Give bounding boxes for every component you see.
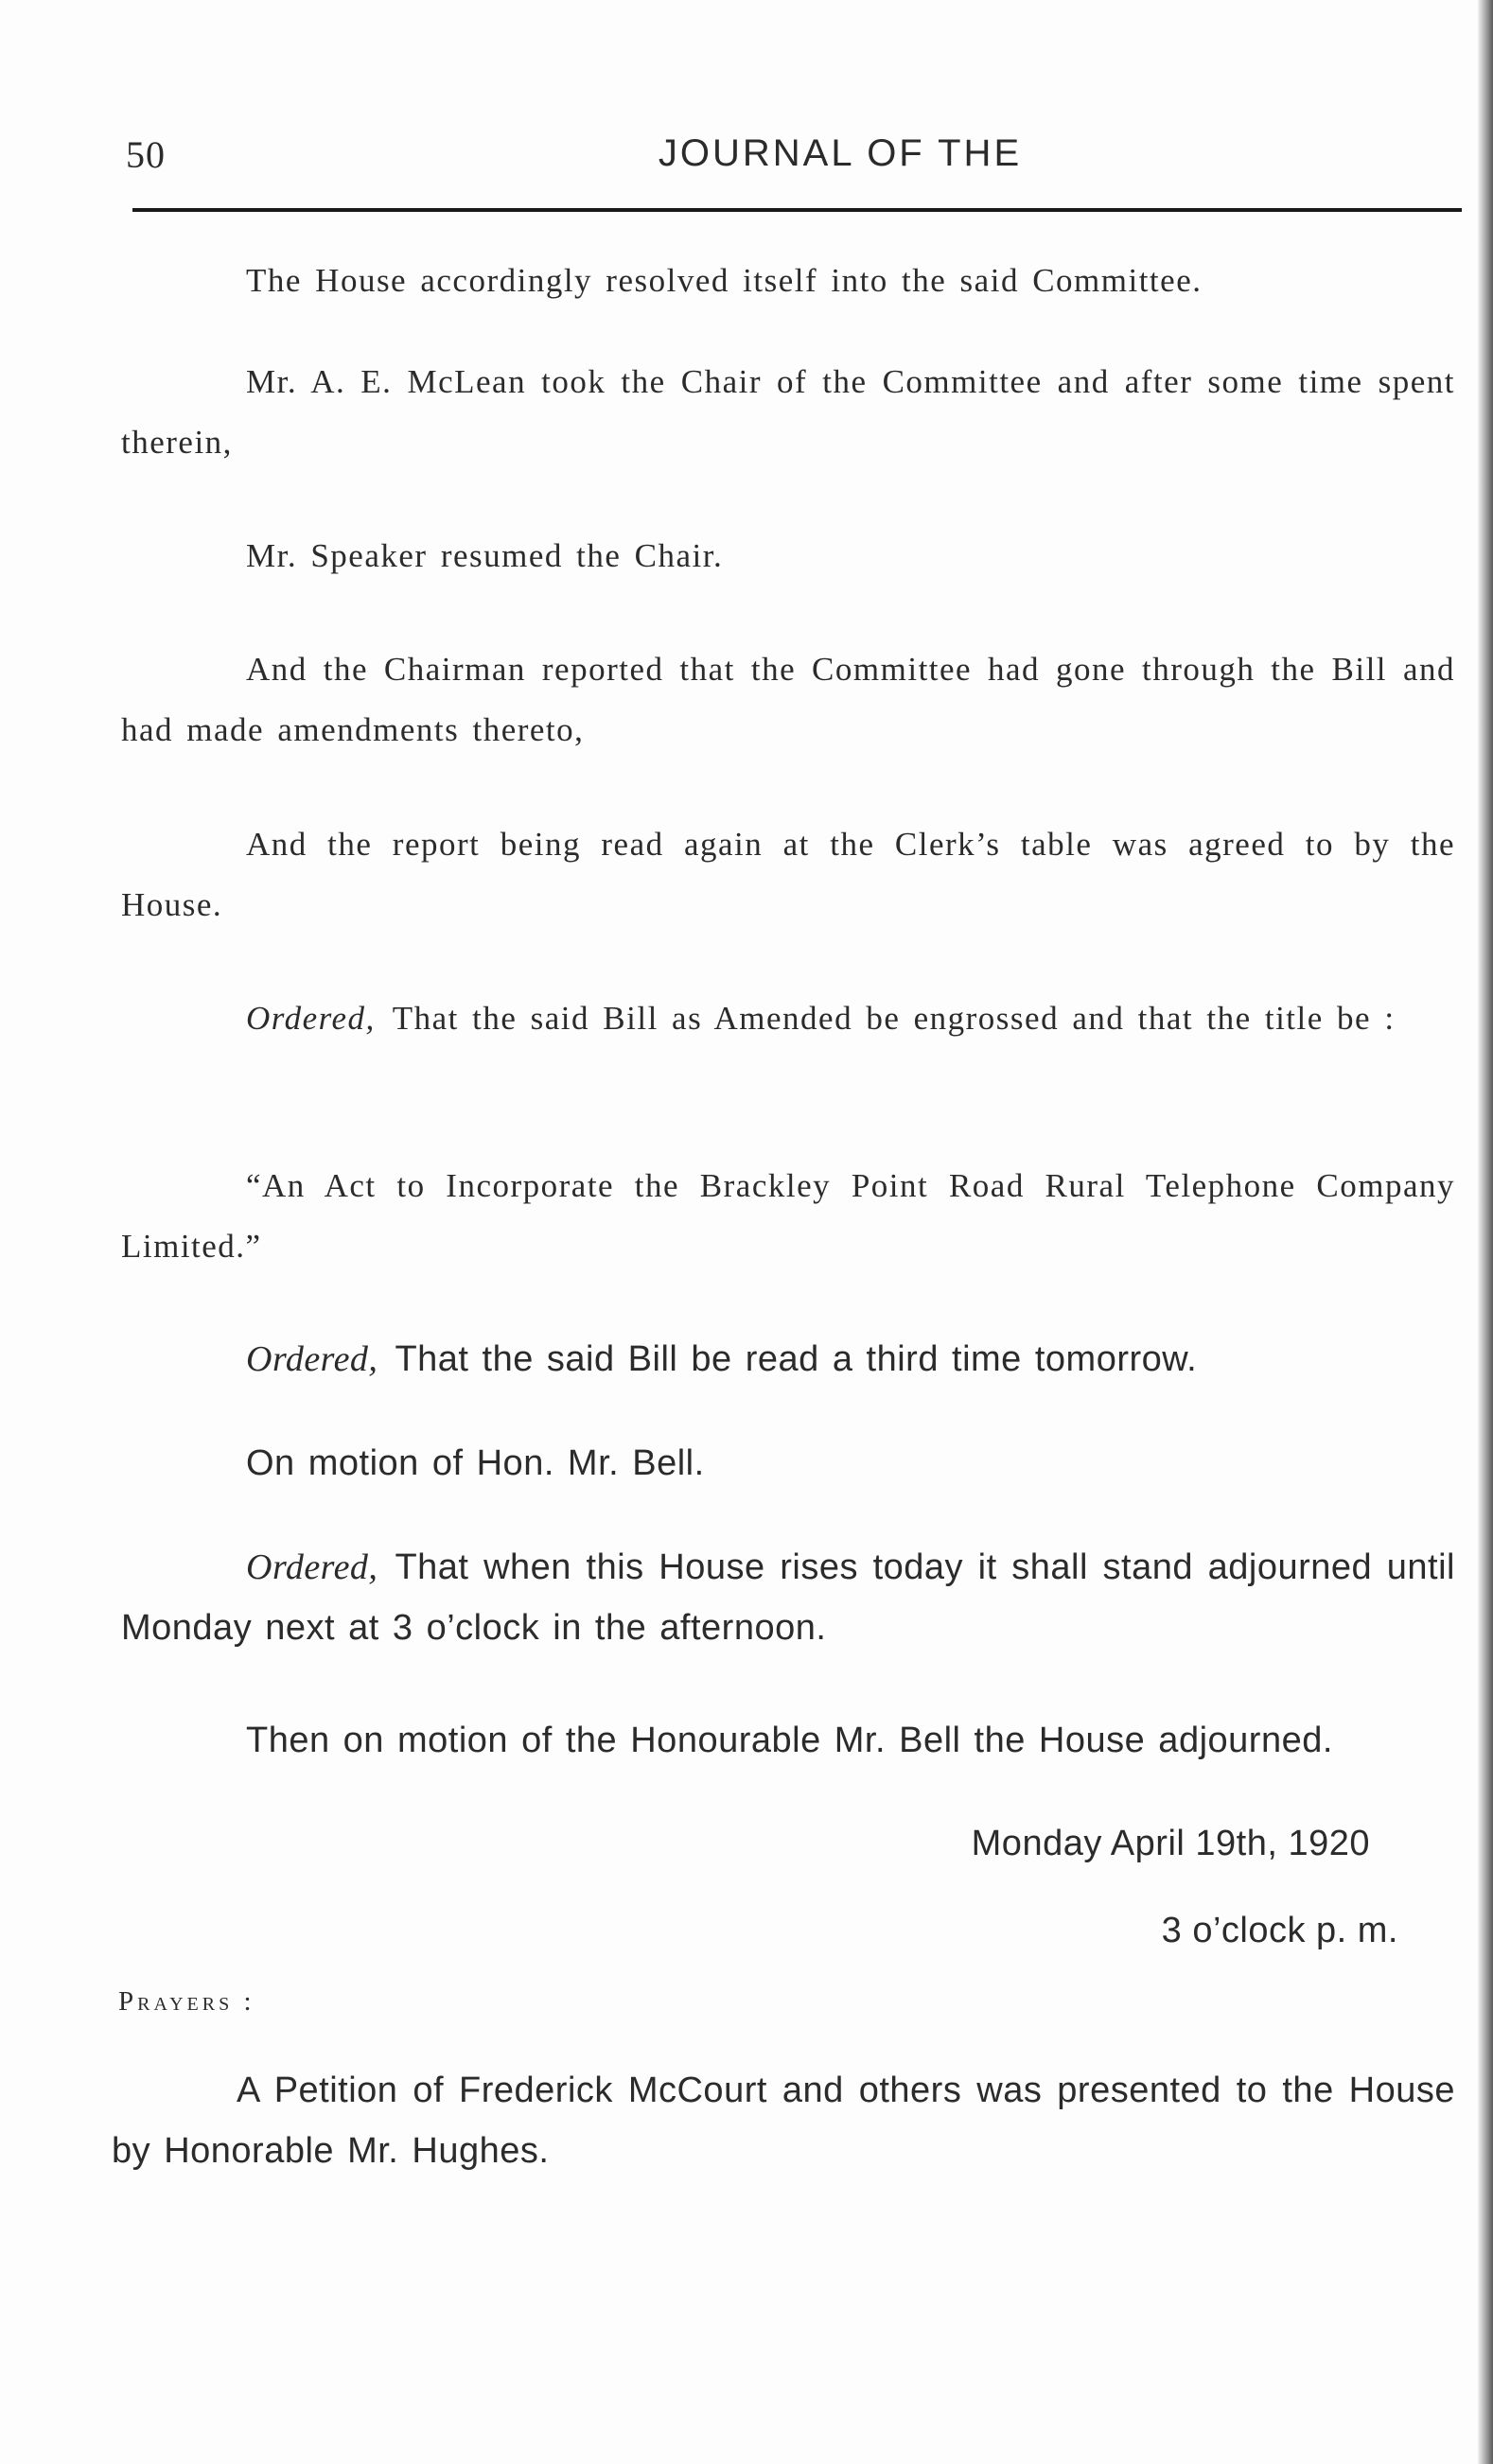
paragraph-text: Mr. Speaker resumed the Chair. (246, 537, 724, 574)
paragraph-text: The House accordingly resolved itself into the said Committee. (246, 262, 1203, 299)
paragraph-committee-resolved (121, 251, 1455, 311)
paragraph-text: That the said Bill be read a third time tomorrow. (395, 1339, 1198, 1379)
paragraph-text: And the report being read again at the Clerk’s table was agreed to by the House. (121, 826, 1455, 923)
paragraph-motion-bell (121, 1433, 1455, 1494)
paragraph-mclean-chair (121, 352, 1455, 473)
paragraph-chairman-reported (121, 639, 1455, 760)
ordered-label: Ordered, (246, 1000, 376, 1037)
sitting-time: 3 o’clock p. m. (1161, 1911, 1398, 1950)
paragraph-text: On motion of Hon. Mr. Bell. (246, 1443, 705, 1483)
paragraph-report-agreed (121, 814, 1455, 935)
page-edge-shadow (1478, 0, 1493, 2464)
paragraph-text: And the Chairman reported that the Committee had gone through the Bill and had made amendments thereto, (121, 651, 1455, 748)
ordered-label: Ordered, (246, 1339, 378, 1379)
paragraph-petition (112, 2060, 1455, 2181)
sitting-date: Monday April 19th, 1920 (971, 1824, 1370, 1863)
paragraph-ordered-adjourned (121, 1537, 1455, 1658)
running-head: JOURNAL OF THE (658, 132, 1023, 174)
paragraph-text: Mr. A. E. McLean took the Chair of the Committee and after some time spent therein, (121, 363, 1455, 461)
paragraph-text: Then on motion of the Honourable Mr. Bell the House adjourned. (246, 1721, 1333, 1760)
paragraph-text: That when this House rises today it shall stand adjourned until Monday next at 3 o’clock in the afternoon. (121, 1547, 1455, 1648)
paragraph-text: “An Act to Incorporate the Brackley Point Road Rural Telephone Company Limited.” (121, 1167, 1455, 1265)
paragraph-act-title (121, 1156, 1455, 1277)
paragraph-ordered-third-reading (121, 1329, 1455, 1389)
paragraph-house-adjourned (121, 1710, 1455, 1771)
page-number: 50 (126, 133, 166, 176)
paragraph-ordered-engrossed (121, 988, 1455, 1049)
ordered-label: Ordered, (246, 1547, 378, 1587)
paragraph-text: A Petition of Frederick McCourt and others was presented to the House by Honorable Mr. Hughes. (112, 2071, 1455, 2171)
header-rule (132, 208, 1462, 212)
paragraph-speaker-resumed (121, 526, 1455, 586)
page-header (126, 132, 1460, 189)
prayers-heading: Prayers : (118, 1986, 255, 2017)
paragraph-text: That the said Bill as Amended be engrossed and that the title be : (392, 1000, 1396, 1037)
